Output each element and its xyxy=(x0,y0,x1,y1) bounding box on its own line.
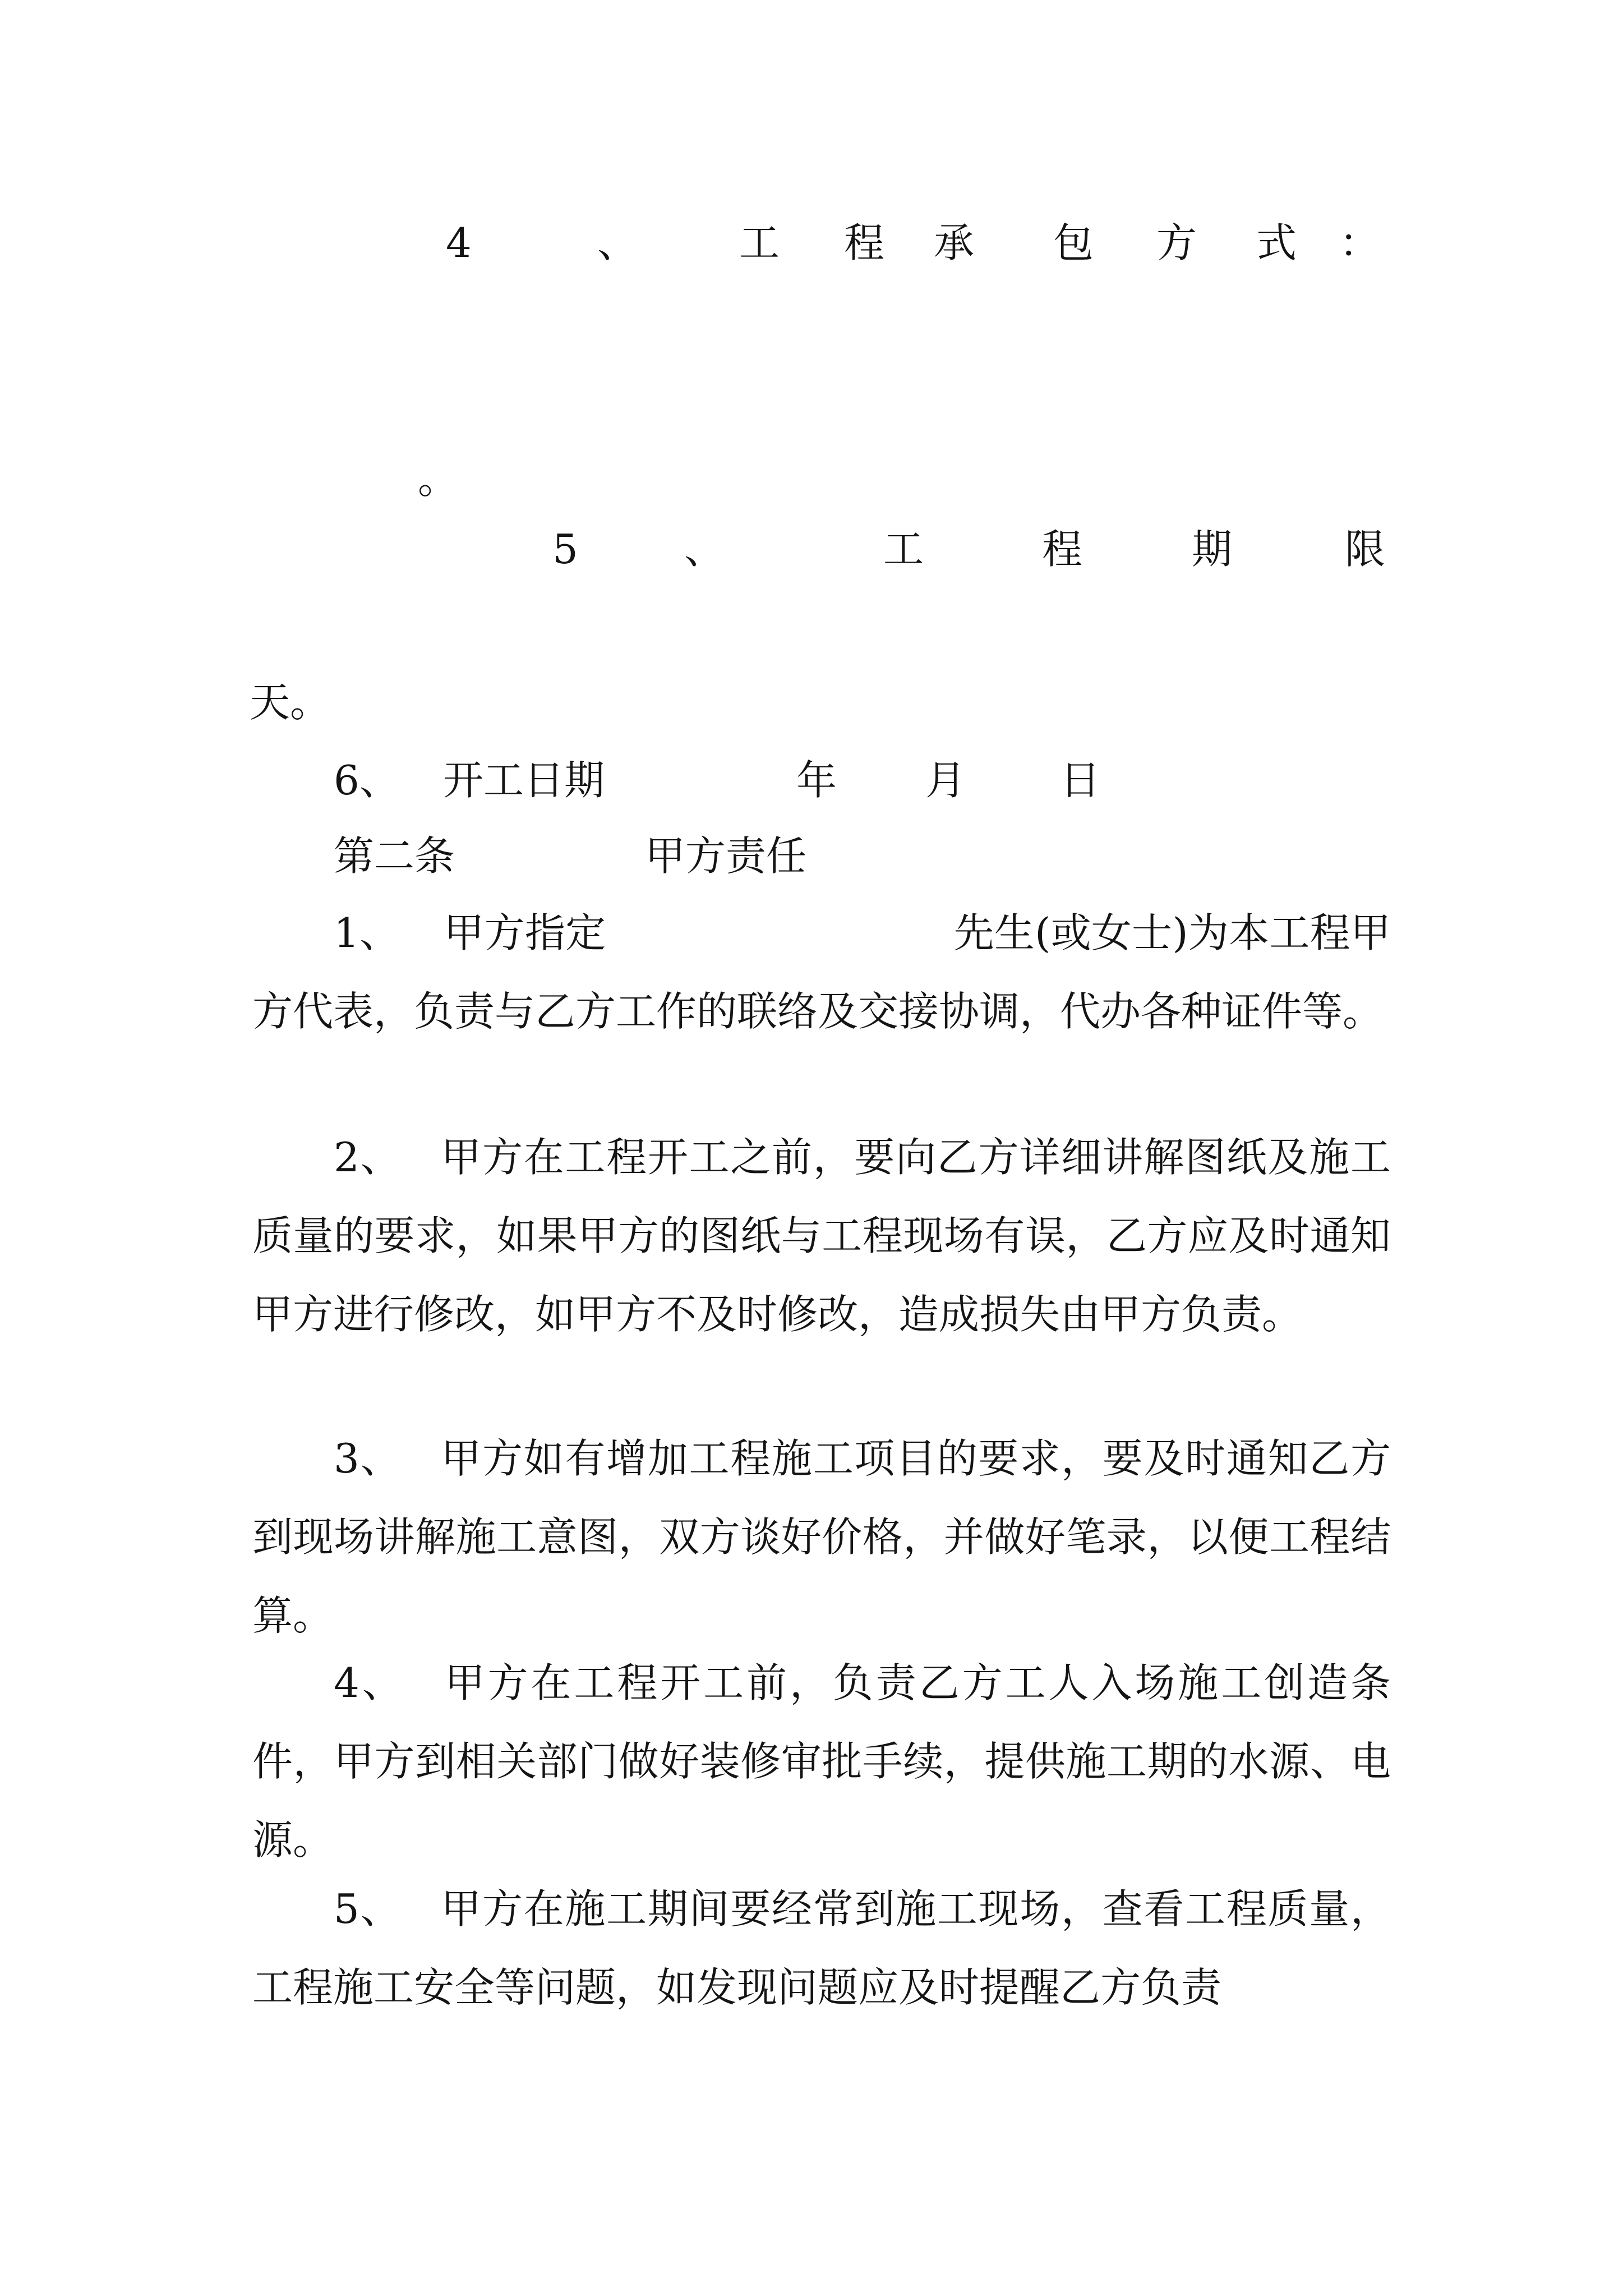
article-title: 甲方责任 xyxy=(645,832,807,880)
clause-lead: 甲方指定 xyxy=(444,909,606,956)
clause-number: 2、 xyxy=(334,1134,402,1181)
item-5-char: 期 xyxy=(1192,526,1233,573)
clause-text: 甲方在工程开工前，负责乙方工人入场施工创造条件，甲方到相关部门做好装修审批手续，提供施工期的水源、电源。 xyxy=(252,1659,1391,1864)
item-4-continuation: 。 xyxy=(418,455,459,503)
clause-text: 先生(或女士)为本工程甲方代表，负责与乙方工作的联络及交接协调，代办各种证件等。 xyxy=(252,909,1391,1035)
item-4-char: 包 xyxy=(1053,219,1094,266)
clause-4 xyxy=(252,1644,1391,1879)
item-4-char: 工 xyxy=(739,219,780,266)
clause-text: 甲方在施工期间要经常到施工现场，查看工程质量，工程施工安全等问题，如发现问题应及时提醒乙方负责 xyxy=(252,1885,1391,2011)
item-5-char: 限 xyxy=(1345,526,1386,573)
item-6-label: 开工日期 xyxy=(443,757,605,804)
item-6-day: 日 xyxy=(1060,757,1101,804)
item-4-separator: 、 xyxy=(597,219,638,266)
clause-text: 甲方如有增加工程施工项目的要求，要及时通知乙方到现场讲解施工意图，双方谈好价格，并做好笔录，以便工程结算。 xyxy=(252,1435,1391,1639)
clause-1 xyxy=(252,894,1391,1051)
item-4-char: 方 xyxy=(1156,219,1197,266)
clause-number: 5、 xyxy=(334,1885,402,1932)
item-4-colon: ： xyxy=(1339,219,1380,266)
item-5-continuation: 天。 xyxy=(250,679,331,726)
item-6-month: 月 xyxy=(925,757,966,804)
item-6-year: 年 xyxy=(796,757,837,804)
item-5-number: 5 xyxy=(552,526,578,573)
clause-number: 1、 xyxy=(334,909,400,956)
item-5-separator: 、 xyxy=(684,526,725,573)
item-4-char: 式 xyxy=(1256,219,1297,266)
item-4-char: 承 xyxy=(934,219,975,266)
article-number: 第二条 xyxy=(334,832,455,880)
item-4-number: 4 xyxy=(446,219,472,266)
item-5-char: 工 xyxy=(883,526,924,573)
clause-text: 甲方在工程开工之前，要向乙方详细讲解图纸及施工质量的要求，如果甲方的图纸与工程现场有误，乙方应及时通知甲方进行修改，如甲方不及时修改，造成损失由甲方负责。 xyxy=(252,1134,1391,1338)
item-5-char: 程 xyxy=(1042,526,1083,573)
clause-3 xyxy=(252,1419,1391,1655)
clause-number: 4、 xyxy=(334,1659,405,1706)
clause-5 xyxy=(252,1870,1391,2027)
item-6-number: 6、 xyxy=(334,757,400,804)
clause-number: 3、 xyxy=(334,1435,402,1482)
item-4-char: 程 xyxy=(844,219,885,266)
clause-2 xyxy=(252,1118,1391,1354)
